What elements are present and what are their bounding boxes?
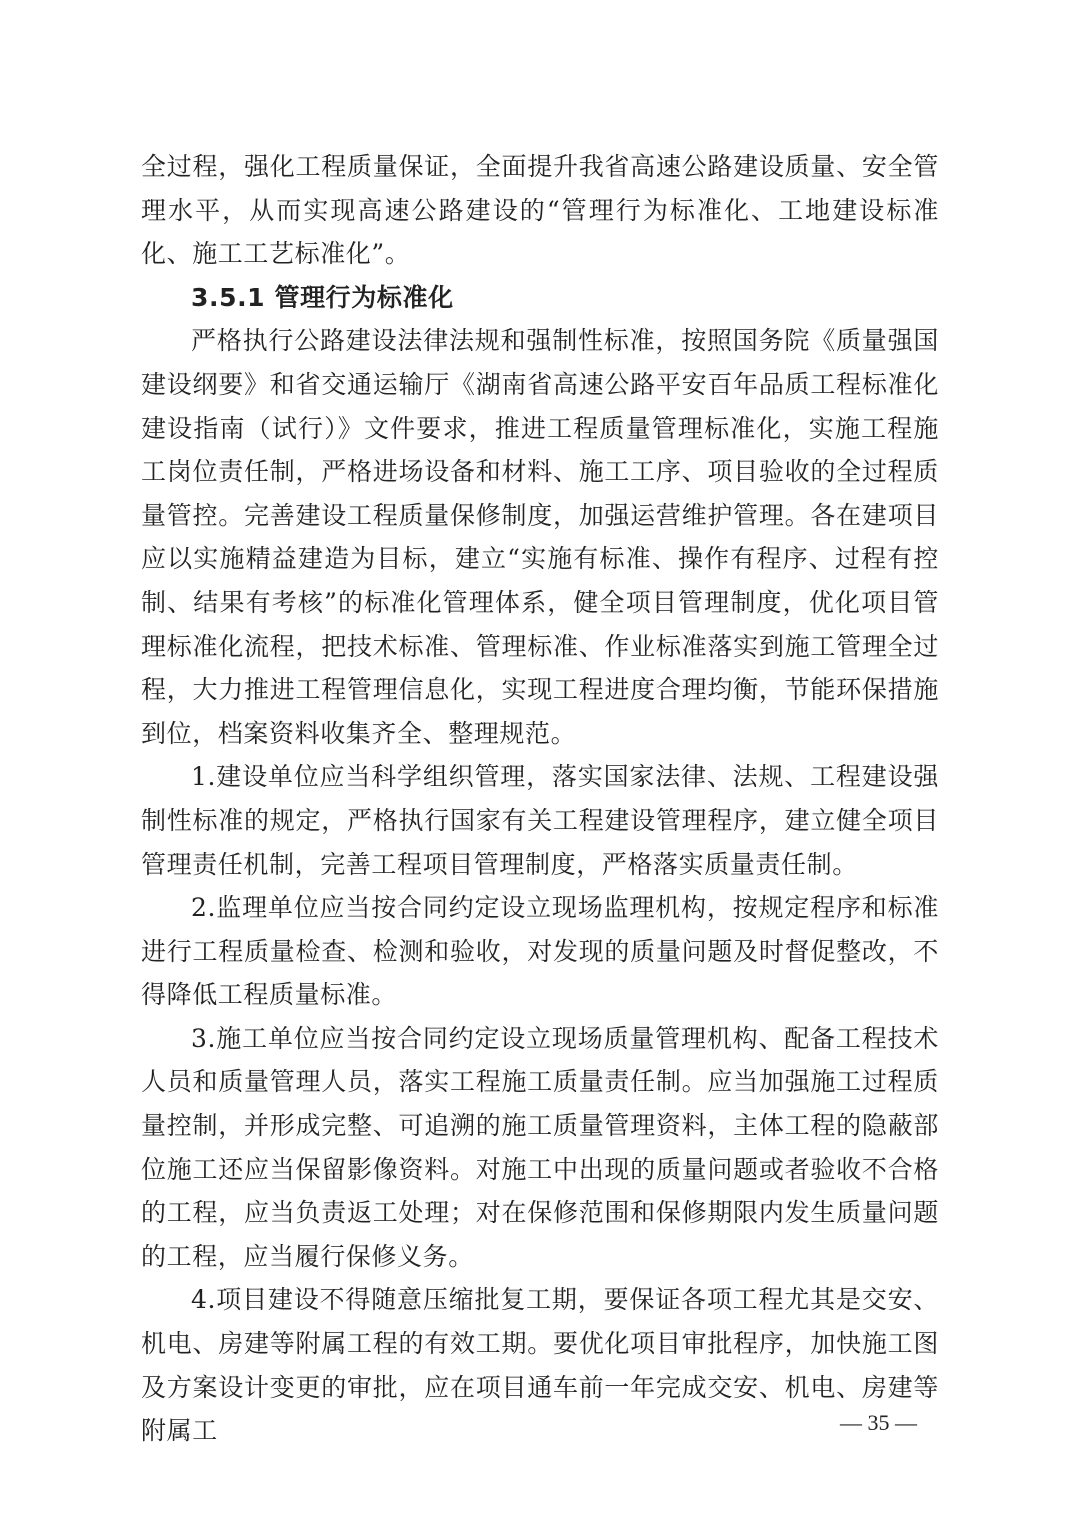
page-number: — 35 — — [840, 1410, 917, 1435]
paragraph-item-1-construction-unit: 1.建设单位应当科学组织管理，落实国家法律、法规、工程建设强制性标准的规定，严格执行国家有关工程建设管理程序，建立健全项目管理责任机制，完善工程项目管理制度，严格落实质量责任制。 — [141, 762, 939, 879]
section-heading-3-5-1: 3.5.1 管理行为标准化 — [191, 282, 454, 312]
document-body — [141, 145, 939, 1453]
paragraph-management-standards: 严格执行公路建设法律法规和强制性标准，按照国务院《质量强国建设纲要》和省交通运输厅《湖南省高速公路平安百年品质工程标准化建设指南（试行）》文件要求，推进工程质量管理标准化，实施工程施工岗位责任制，严格进场设备和材料、施工工序、项目验收的全过程质量管控。完善建设工程质量保修制度，加强运营维护管理。各在建项目应以实施精益建造为目标，建立“实施有标准、操作有程序、过程有控制、结果有考核”的标准化管理体系，健全项目管理制度，优化项目管理标准化流程，把技术标准、管理标准、作业标准落实到施工管理全过程，大力推进工程管理信息化，实现工程进度合理均衡，节能环保措施到位，档案资料收集齐全、整理规范。 — [141, 326, 939, 748]
paragraph-item-2-supervision-unit: 2.监理单位应当按合同约定设立现场监理机构，按规定程序和标准进行工程质量检查、检测和验收，对发现的质量问题及时督促整改，不得降低工程质量标准。 — [141, 893, 939, 1010]
paragraph-continuation: 全过程，强化工程质量保证，全面提升我省高速公路建设质量、安全管理水平，从而实现高速公路建设的“管理行为标准化、工地建设标准化、施工工艺标准化”。 — [141, 152, 939, 269]
paragraph-item-4-construction-period: 4.项目建设不得随意压缩批复工期，要保证各项工程尤其是交安、机电、房建等附属工程的有效工期。要优化项目审批程序，加快施工图及方案设计变更的审批，应在项目通车前一年完成交安、机电、房建等附属工 — [141, 1285, 939, 1446]
paragraph-item-3-contractor-unit: 3.施工单位应当按合同约定设立现场质量管理机构、配备工程技术人员和质量管理人员，落实工程施工质量责任制。应当加强施工过程质量控制，并形成完整、可追溯的施工质量管理资料，主体工程的隐蔽部位施工还应当保留影像资料。对施工中出现的质量问题或者验收不合格的工程，应当负责返工处理；对在保修范围和保修期限内发生质量问题的工程，应当履行保修义务。 — [141, 1023, 939, 1271]
